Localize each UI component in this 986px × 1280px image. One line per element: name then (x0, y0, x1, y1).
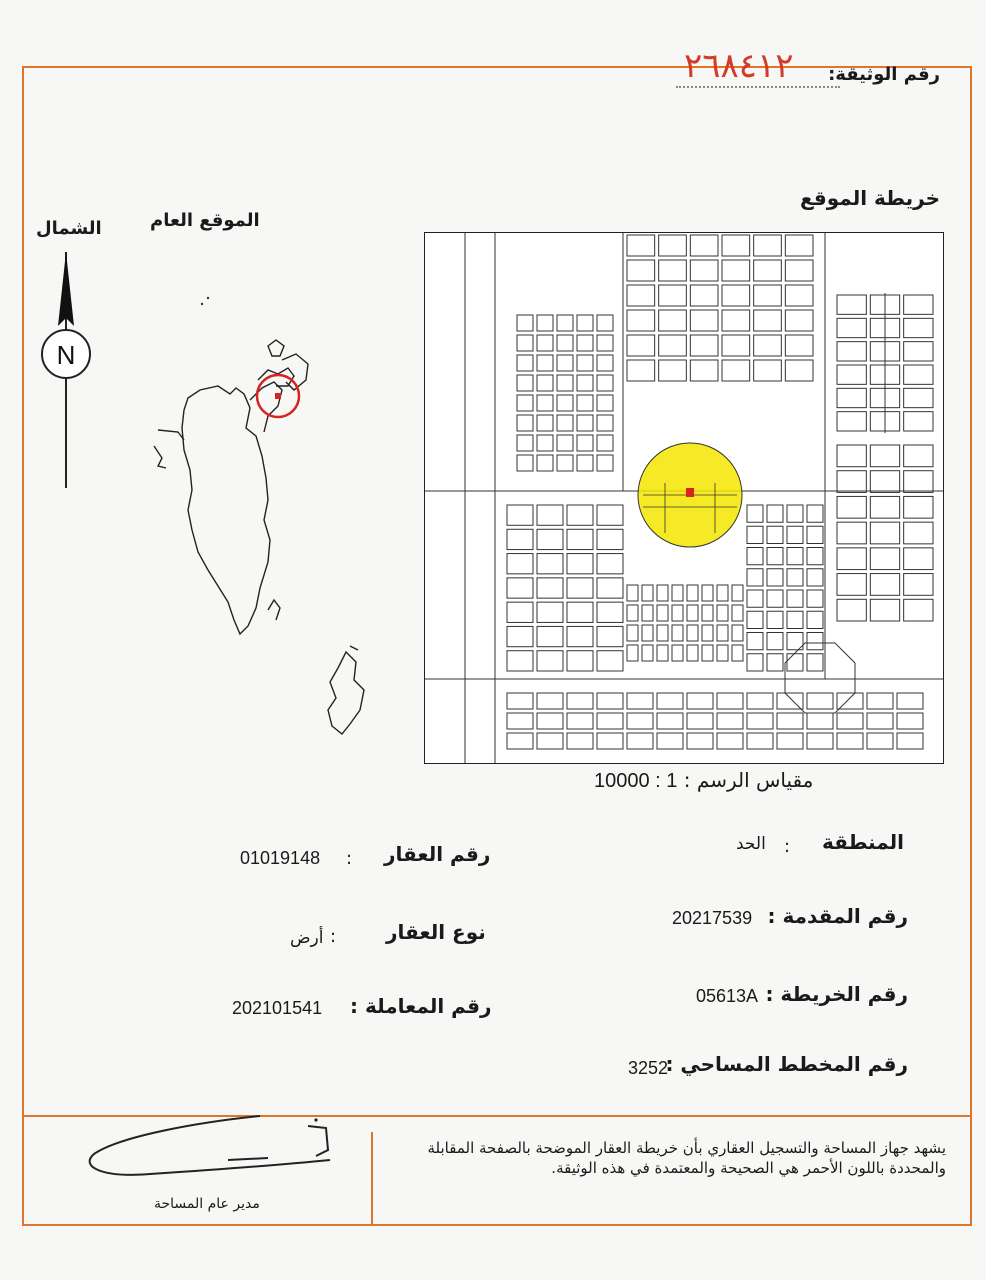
map-block (732, 605, 743, 621)
property-no-sep: : (346, 848, 353, 869)
map-block (787, 590, 803, 607)
property-no-value: 01019148 (240, 848, 321, 868)
map-block (690, 360, 718, 381)
map-block (837, 733, 863, 749)
map-block (597, 435, 613, 451)
map-block (537, 375, 553, 391)
map-block (870, 548, 899, 570)
map-block (870, 522, 899, 544)
signatory-title: مدير عام المساحة (154, 1196, 260, 1212)
map-block (557, 355, 573, 371)
footer-vertical-divider (371, 1132, 373, 1226)
general-location-title: الموقع العام (150, 210, 260, 231)
map-block (787, 505, 803, 522)
map-no-value: 05613A (696, 986, 759, 1006)
map-block (777, 713, 803, 729)
map-block (690, 235, 718, 256)
map-block (722, 310, 750, 331)
map-block (747, 713, 773, 729)
map-block (642, 605, 653, 621)
property-type-label: نوع العقار (386, 920, 486, 944)
map-block (627, 360, 655, 381)
map-block (897, 693, 923, 709)
map-block (904, 295, 933, 314)
map-block (904, 445, 933, 467)
map-block (517, 355, 533, 371)
map-block (747, 505, 763, 522)
map-block (567, 529, 593, 549)
map-block (577, 315, 593, 331)
map-block (627, 713, 653, 729)
area-value: الحد (736, 834, 766, 854)
map-block (557, 435, 573, 451)
scale-label: مقياس الرسم : (683, 768, 814, 792)
map-block (627, 260, 655, 281)
property-type-value: أرض (290, 928, 324, 948)
map-block (672, 625, 683, 641)
map-block (567, 505, 593, 525)
map-block (627, 645, 638, 661)
map-block (567, 554, 593, 574)
map-block (837, 388, 866, 407)
map-block (537, 435, 553, 451)
map-block (754, 335, 782, 356)
map-block (837, 295, 866, 314)
map-block (507, 626, 533, 646)
map-block (767, 654, 783, 671)
map-block (597, 355, 613, 371)
map-block (597, 693, 623, 709)
map-block (870, 496, 899, 518)
map-block (785, 360, 813, 381)
map-block (642, 645, 653, 661)
map-block (690, 285, 718, 306)
map-block (702, 605, 713, 621)
map-block (627, 693, 653, 709)
map-block (507, 713, 533, 729)
map-block (577, 415, 593, 431)
map-block (904, 496, 933, 518)
doc-number-label: رقم الوثيقة: (828, 64, 940, 85)
map-block (807, 611, 823, 628)
map-block (657, 713, 683, 729)
area-sep: : (784, 836, 791, 857)
map-block (537, 651, 563, 671)
map-block (870, 471, 899, 493)
map-block (507, 554, 533, 574)
map-block (904, 365, 933, 384)
map-block (702, 585, 713, 601)
map-block (659, 260, 687, 281)
survey-plan-value: 3252 (628, 1058, 669, 1078)
map-block (627, 585, 638, 601)
map-block (722, 335, 750, 356)
map-block (787, 526, 803, 543)
map-block (507, 733, 533, 749)
map-block (537, 335, 553, 351)
map-block (897, 733, 923, 749)
map-block (904, 388, 933, 407)
map-block (659, 285, 687, 306)
map-block (597, 455, 613, 471)
request-no-label: رقم المقدمة : (767, 904, 908, 928)
map-block (657, 625, 668, 641)
map-block (777, 733, 803, 749)
map-block (517, 455, 533, 471)
map-block (517, 395, 533, 411)
map-block (904, 412, 933, 431)
map-block (557, 375, 573, 391)
map-block (597, 415, 613, 431)
property-type-sep: : (330, 926, 337, 947)
map-block (687, 713, 713, 729)
map-block (904, 548, 933, 570)
map-block (717, 625, 728, 641)
map-block (897, 713, 923, 729)
map-block (807, 505, 823, 522)
map-block (597, 651, 623, 671)
map-block (537, 626, 563, 646)
map-block (690, 260, 718, 281)
map-block (672, 605, 683, 621)
map-block (557, 335, 573, 351)
map-block (904, 318, 933, 337)
map-block (722, 360, 750, 381)
map-block (837, 365, 866, 384)
map-block (657, 733, 683, 749)
map-block (597, 335, 613, 351)
map-block (732, 625, 743, 641)
map-block (537, 578, 563, 598)
survey-plan-label: رقم المخطط المساحي : (665, 1052, 908, 1076)
map-block (517, 335, 533, 351)
map-block (747, 590, 763, 607)
map-block (642, 625, 653, 641)
map-block (767, 548, 783, 565)
map-block (767, 633, 783, 650)
map-block (785, 285, 813, 306)
map-block (702, 625, 713, 641)
map-block (627, 235, 655, 256)
map-block (597, 529, 623, 549)
map-block (687, 733, 713, 749)
map-block (537, 415, 553, 431)
map-block (687, 585, 698, 601)
map-block (837, 318, 866, 337)
map-block (537, 554, 563, 574)
map-block (537, 733, 563, 749)
map-block (657, 645, 668, 661)
map-block (867, 693, 893, 709)
transaction-no-value: 202101541 (232, 998, 323, 1018)
map-block (657, 585, 668, 601)
map-block (747, 654, 763, 671)
map-block (785, 310, 813, 331)
overview-map (118, 290, 388, 760)
north-letter: N (56, 340, 76, 370)
map-block (507, 693, 533, 709)
property-no-label: رقم العقار (384, 842, 491, 866)
map-block (687, 645, 698, 661)
map-block (722, 235, 750, 256)
map-block (577, 455, 593, 471)
map-block (537, 315, 553, 331)
map-block (702, 645, 713, 661)
map-block (567, 733, 593, 749)
map-block (507, 602, 533, 622)
map-block (754, 235, 782, 256)
map-block (659, 310, 687, 331)
map-block (754, 360, 782, 381)
map-block (537, 713, 563, 729)
map-block (597, 395, 613, 411)
map-block (567, 693, 593, 709)
map-block (567, 713, 593, 729)
map-block (787, 548, 803, 565)
map-block (567, 602, 593, 622)
map-block (787, 569, 803, 586)
map-block (577, 355, 593, 371)
map-block (837, 342, 866, 361)
map-block (597, 626, 623, 646)
map-block (717, 585, 728, 601)
map-block (754, 285, 782, 306)
map-block (767, 590, 783, 607)
map-block (767, 505, 783, 522)
map-block (767, 526, 783, 543)
map-block (904, 471, 933, 493)
map-block (747, 569, 763, 586)
map-block (732, 645, 743, 661)
map-block (837, 412, 866, 431)
map-block (537, 529, 563, 549)
map-block (537, 455, 553, 471)
map-block (597, 554, 623, 574)
map-block (807, 633, 823, 650)
map-block (807, 590, 823, 607)
signature-icon (80, 1108, 340, 1192)
map-block (627, 605, 638, 621)
map-block (837, 445, 866, 467)
north-arrow-icon (36, 248, 96, 492)
map-block (517, 435, 533, 451)
map-block (837, 496, 866, 518)
map-block (507, 578, 533, 598)
scale-value: 1 : 10000 (594, 770, 678, 792)
map-block (597, 602, 623, 622)
map-block (807, 693, 833, 709)
map-block (807, 526, 823, 543)
map-block (785, 260, 813, 281)
request-no-value: 20217539 (672, 908, 753, 928)
map-block (837, 574, 866, 596)
map-block (787, 654, 803, 671)
map-block (567, 578, 593, 598)
doc-number-dotted-line (676, 86, 840, 88)
map-block (597, 505, 623, 525)
map-block (867, 733, 893, 749)
map-block (867, 713, 893, 729)
map-block (904, 599, 933, 621)
map-block (557, 395, 573, 411)
map-block (837, 599, 866, 621)
map-block (904, 574, 933, 596)
map-block (577, 335, 593, 351)
map-block (577, 435, 593, 451)
map-block (722, 285, 750, 306)
doc-number-value: ٢٦٨٤١٢ (684, 46, 794, 86)
map-block (537, 505, 563, 525)
map-block (870, 599, 899, 621)
map-block (722, 260, 750, 281)
map-block (537, 355, 553, 371)
map-block (837, 713, 863, 729)
map-block (870, 445, 899, 467)
map-block (807, 733, 833, 749)
map-block (767, 569, 783, 586)
scale (594, 768, 813, 793)
map-block (687, 605, 698, 621)
map-block (627, 625, 638, 641)
map-block (657, 693, 683, 709)
map-block (732, 585, 743, 601)
map-block (537, 602, 563, 622)
map-block (807, 569, 823, 586)
map-block (767, 611, 783, 628)
map-block (507, 651, 533, 671)
map-block (837, 471, 866, 493)
map-block (577, 375, 593, 391)
map-block (747, 526, 763, 543)
area-label: المنطقة (822, 830, 904, 854)
map-block (567, 626, 593, 646)
map-block (557, 455, 573, 471)
site-map-drawing (425, 233, 943, 763)
map-block (557, 415, 573, 431)
map-block (785, 235, 813, 256)
map-block (687, 693, 713, 709)
map-block (597, 578, 623, 598)
map-block (537, 395, 553, 411)
map-block (657, 605, 668, 621)
map-block (517, 315, 533, 331)
map-block (717, 713, 743, 729)
map-block (754, 310, 782, 331)
map-block (747, 633, 763, 650)
map-block (672, 645, 683, 661)
map-block (659, 235, 687, 256)
map-block (837, 548, 866, 570)
map-block (717, 733, 743, 749)
map-block (690, 310, 718, 331)
map-block (870, 574, 899, 596)
map-block (517, 415, 533, 431)
map-block (807, 713, 833, 729)
map-block (597, 713, 623, 729)
map-block (747, 733, 773, 749)
certification-text: يشهد جهاز المساحة والتسجيل العقاري بأن خريطة العقار الموضحة بالصفحة المقابلة والمحددة باللون الأحمر هي الصحيحة والمعتمدة في هذه الوثيقة. (427, 1139, 946, 1177)
map-block (787, 611, 803, 628)
map-block (717, 605, 728, 621)
map-block (597, 315, 613, 331)
map-block (507, 529, 533, 549)
map-no-label: رقم الخريطة : (765, 982, 908, 1006)
map-block (627, 733, 653, 749)
north-label: الشمال (36, 218, 102, 239)
map-block (627, 285, 655, 306)
map-block (747, 611, 763, 628)
map-block (672, 585, 683, 601)
map-block (642, 585, 653, 601)
map-block (597, 375, 613, 391)
transaction-no-label: رقم المعاملة : (350, 994, 492, 1018)
map-block (577, 395, 593, 411)
map-block (659, 360, 687, 381)
map-block (687, 625, 698, 641)
map-block (659, 335, 687, 356)
target-parcel (686, 488, 694, 497)
map-block (807, 654, 823, 671)
map-block (627, 310, 655, 331)
map-block (837, 522, 866, 544)
map-block (904, 522, 933, 544)
site-map (424, 232, 944, 764)
map-block (807, 548, 823, 565)
map-block (507, 505, 533, 525)
map-block (557, 315, 573, 331)
map-block (785, 335, 813, 356)
map-block (904, 342, 933, 361)
map-block (754, 260, 782, 281)
map-block (747, 548, 763, 565)
map-block (717, 693, 743, 709)
map-block (537, 693, 563, 709)
map-block (517, 375, 533, 391)
map-block (717, 645, 728, 661)
site-map-title: خريطة الموقع (799, 186, 940, 210)
map-block (747, 693, 773, 709)
map-block (627, 335, 655, 356)
map-block (690, 335, 718, 356)
map-block (597, 733, 623, 749)
map-block (567, 651, 593, 671)
